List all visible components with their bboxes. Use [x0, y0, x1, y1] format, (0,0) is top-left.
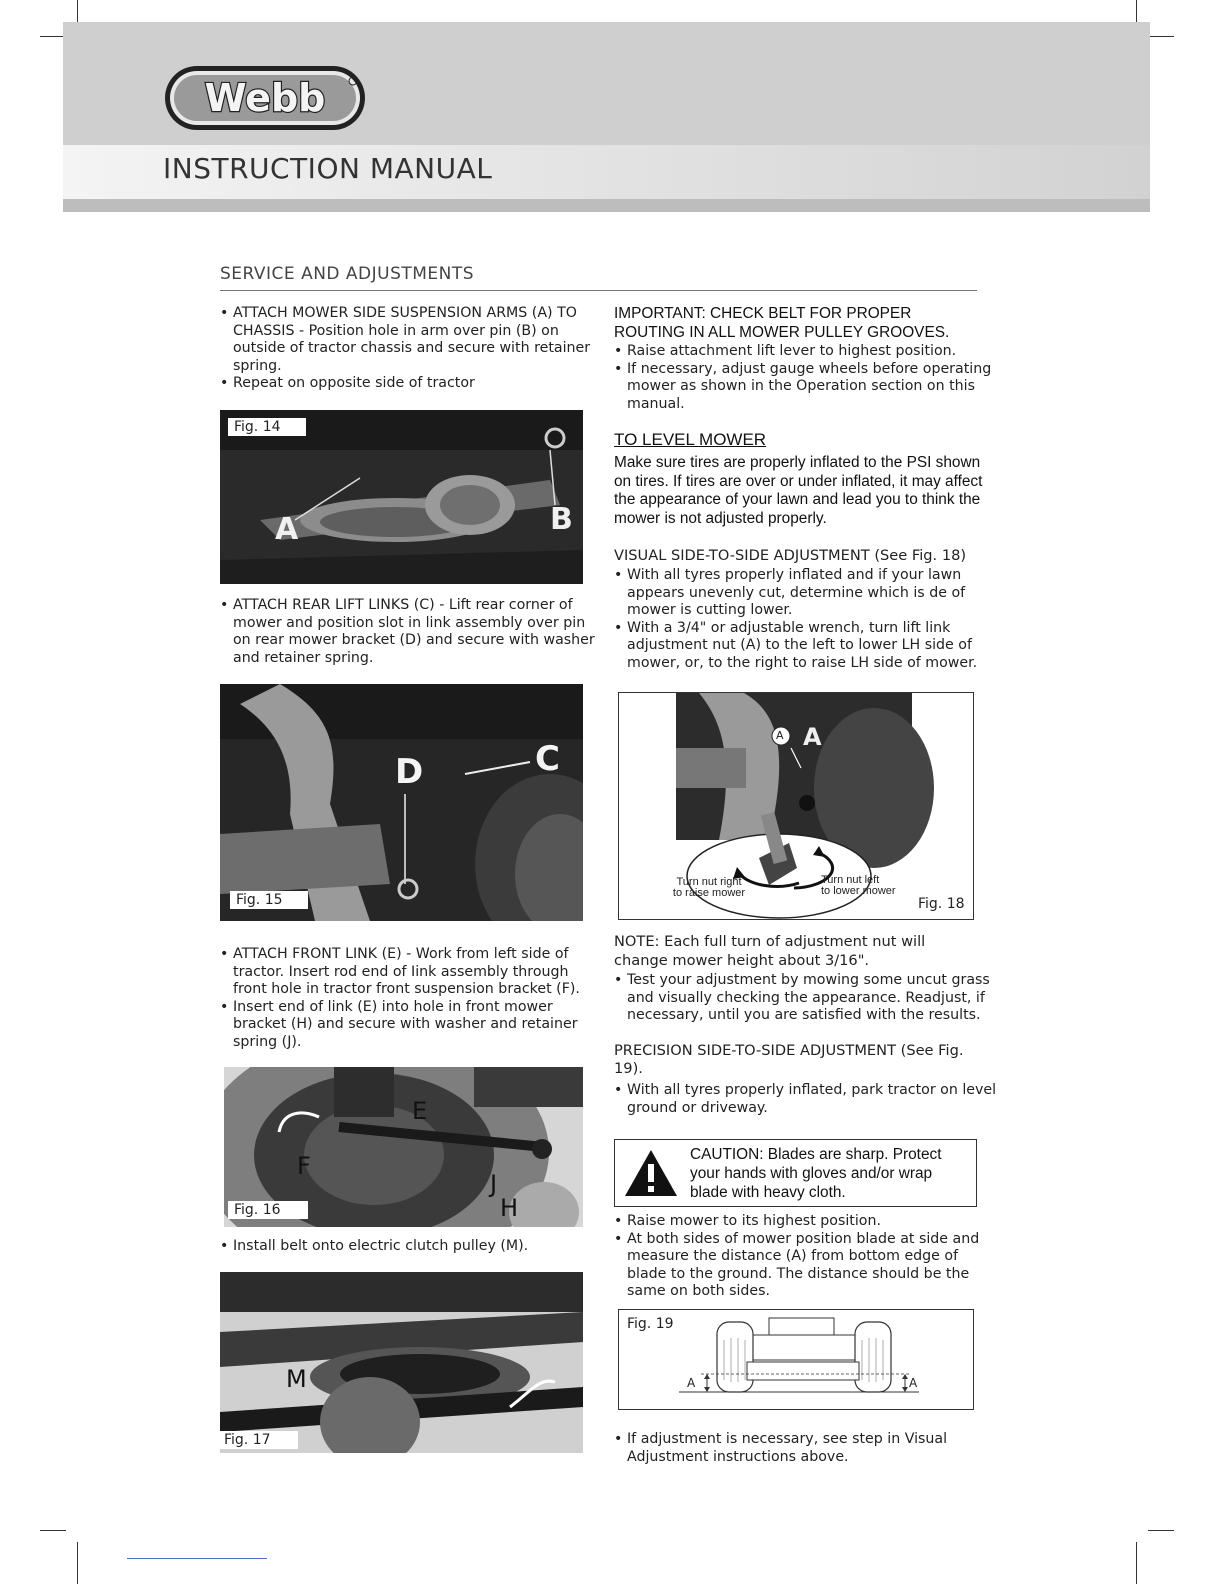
- list-item: • Insert end of link (E) into hole in front mower bracket (H) and secure with washer and retainer spring (J).: [220, 999, 605, 1052]
- fig18-mark-a: A: [803, 723, 822, 751]
- fig15-photo: [220, 684, 583, 921]
- left-block-3: [220, 946, 605, 1052]
- caution-box: [614, 1139, 977, 1207]
- right-block-1: [614, 343, 994, 413]
- list-item: • Install belt onto electric clutch pulley (M).: [220, 1238, 605, 1256]
- crop-mark: [1148, 36, 1174, 37]
- precision-heading: PRECISION SIDE-TO-SIDE ADJUSTMENT (See Fig. 19).: [614, 1042, 964, 1077]
- fig18-left-caption: [821, 875, 911, 897]
- fig15-mark-c: C: [535, 739, 560, 779]
- list-item: • If adjustment is necessary, see step in Visual Adjustment instructions above.: [614, 1431, 994, 1466]
- fig17-mark-m: M: [286, 1365, 307, 1393]
- note-items: [614, 972, 999, 1025]
- logo-text: Webb: [204, 76, 326, 120]
- left-block-2: [220, 597, 605, 667]
- fig18-box: [618, 692, 974, 920]
- fig16-label: Fig. 16: [228, 1201, 308, 1219]
- fig16-mark-f: F: [297, 1152, 311, 1180]
- warning-icon: [623, 1148, 679, 1198]
- fig19-mark-left: A: [687, 1376, 696, 1390]
- list-item: • Raise attachment lift lever to highest position.: [614, 343, 994, 361]
- list-item: • With all tyres properly inflated and if your lawn appears unevenly cut, determine which is de of mower is cutting lower.: [614, 567, 994, 620]
- fig14-photo: [220, 410, 583, 584]
- list-item: • Raise mower to its highest position.: [614, 1213, 994, 1231]
- important-note: IMPORTANT: CHECK BELT FOR PROPER ROUTING IN ALL MOWER PULLEY GROOVES.: [614, 305, 950, 341]
- fig19-mark-right: A: [909, 1376, 918, 1390]
- fig16-photo: [224, 1067, 583, 1227]
- crop-mark: [1148, 1530, 1174, 1531]
- fig17-label: Fig. 17: [220, 1431, 298, 1449]
- page-title: INSTRUCTION MANUAL: [163, 152, 493, 185]
- crop-mark: [77, 1542, 78, 1584]
- fig14-label: Fig. 14: [228, 418, 306, 436]
- fig16-mark-h: H: [500, 1194, 519, 1222]
- list-item: • Test your adjustment by mowing some uncut grass and visually checking the appearance. Readjust, if necessary, until you are satisfied with the results.: [614, 972, 999, 1025]
- fig19-label: Fig. 19: [627, 1316, 674, 1332]
- fig15-label: Fig. 15: [230, 891, 308, 909]
- left-block-1: [220, 305, 605, 393]
- level-intro: Make sure tires are properly inflated to the PSI shown on tires. If tires are over or under inflated, it may affect the appearance of your lawn and lead you to think the mower is not adjusted properly.: [614, 454, 983, 527]
- list-item: • If necessary, adjust gauge wheels before operating mower as shown in the Operation section on this manual.: [614, 361, 994, 414]
- fig14-mark-a: A: [275, 512, 299, 547]
- level-heading: TO LEVEL MOWER: [614, 430, 767, 449]
- crop-mark: [1136, 1542, 1137, 1584]
- caption-line: to raise mower: [672, 887, 746, 899]
- list-item: • With a 3/4" or adjustable wrench, turn lift link adjustment nut (A) to the left to lower LH side of mower, or, to the right to raise LH side of mower.: [614, 620, 994, 673]
- section-title: SERVICE AND ADJUSTMENTS: [220, 264, 475, 284]
- fig17-photo: [220, 1272, 583, 1453]
- list-item: • ATTACH MOWER SIDE SUSPENSION ARMS (A) TO CHASSIS - Position hole in arm over pin (B) on outside of tractor chassis and secure with retainer spring.: [220, 305, 605, 375]
- fig14-mark-b: B: [550, 502, 573, 537]
- list-item: • At both sides of mower position blade at side and measure the distance (A) from bottom edge of blade to the ground. The distance should be the same on both sides.: [614, 1231, 994, 1301]
- fig18-right-caption: [669, 877, 749, 899]
- left-block-4: [220, 1238, 605, 1256]
- webb-logo: [163, 64, 368, 132]
- caution-text: CAUTION: Blades are sharp. Protect your hands with gloves and/or wrap blade with heavy cloth.: [690, 1146, 942, 1201]
- list-item: • ATTACH FRONT LINK (E) - Work from left side of tractor. Insert rod end of Iink assembly through front hole in tractor front suspension bracket (F).: [220, 946, 605, 999]
- crop-mark: [40, 1530, 66, 1531]
- visual-heading: VISUAL SIDE-TO-SIDE ADJUSTMENT (See Fig. 18): [614, 547, 967, 564]
- list-item: • Repeat on opposite side of tractor: [220, 375, 605, 393]
- list-item: • ATTACH REAR LIFT LINKS (C) - Lift rear corner of mower and position slot in link assembly over pin on rear mower bracket (D) and secure with washer and retainer spring.: [220, 597, 605, 667]
- note: NOTE: Each full turn of adjustment nut will change mower height about 3/16".: [614, 933, 926, 969]
- section-divider: [220, 290, 977, 291]
- fig18-label: Fig. 18: [918, 896, 965, 912]
- precision-items: [614, 1082, 1006, 1117]
- fig19-box: [618, 1309, 974, 1410]
- fig18-mark-circle: A: [776, 729, 784, 742]
- fig16-mark-j: J: [490, 1170, 498, 1198]
- caption-line: to lower mower: [821, 885, 896, 897]
- caption-line: Turn nut left: [821, 874, 880, 886]
- final-items: [614, 1431, 994, 1466]
- list-item: • With all tyres properly inflated, park tractor on level ground or driveway.: [614, 1082, 1006, 1117]
- footer-rule: [127, 1558, 267, 1559]
- raise-items: [614, 1213, 994, 1301]
- fig15-mark-d: D: [395, 752, 424, 792]
- header-band-shadow: [63, 199, 1150, 212]
- caption-line: Turn nut right: [676, 876, 742, 888]
- fig16-mark-e: E: [412, 1097, 428, 1125]
- visual-items: [614, 567, 994, 673]
